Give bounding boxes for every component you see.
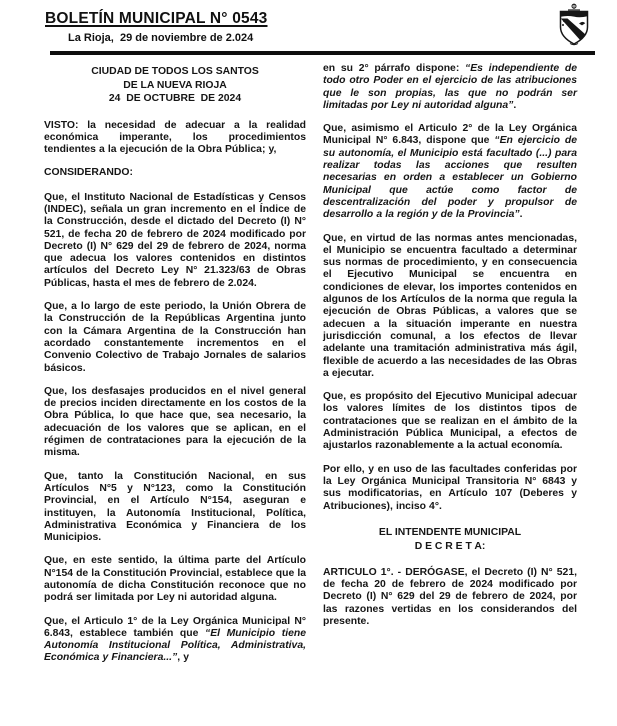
paragraph-ley-organica-art2: [323, 123, 577, 221]
dateline-line-date: 24 DE OCTUBRE DE 2024: [108, 93, 242, 104]
decree-heading: [323, 526, 577, 554]
quoted-text: “El Municipio tiene Autonomía Institucional Política, Administrativa, Económica y Financiera...”: [44, 627, 307, 664]
left-column: [44, 63, 306, 676]
paragraph-indec: Que, el Instituto Nacional de Estadísticas y Censos (INDEC), señala un gran incremento en el Índice de la Construcción, desde el dictado del Decreto (I) N° 521, de fecha 20 de febrero de 2024 modificado por Decreto (I) N° 629 del 29 de febrero de 2024, norma que adecua los valores contenidos en distintos artículos del Decreto Ley N° 21.323/63 de Obras Públicas, hasta el mes de febrero de 2.024.: [44, 191, 306, 289]
paragraph-proposito-ejecutivo: Que, es propósito del Ejecutivo Municipal adecuar los valores límites de los distintos tipos de contrataciones que se realizan en el ámbito de la Administración Pública Municipal, a efectos de ajustarlos razonablemente a la actual economía.: [323, 391, 577, 452]
dateline-heading: [44, 65, 306, 106]
paragraph-text: Que, asimismo el Articulo 2° de la Ley Orgánica Municipal N° 6.843, dispone que: [323, 123, 577, 147]
paragraph-text: .: [513, 99, 517, 111]
paragraph-virtud-normas: Que, en virtud de las normas antes mencionadas, el Municipio se encuentra facultado a determinar sus normas de procedimiento, y en consecuencia el Ejecutivo Municipal se encuentra en condiciones de elevar, los importes contenidos en algunos de los Artículos de la norma que regula la ejecución de Obras Públicas, a valores que se adecuen a la situación imperante en nuestra jurisdicción comunal, a los efectos de llevar adelante una tramitación administrativa más ágil, flexible de acuerdo a las necesidades de las Obras a ejecutar.: [323, 232, 577, 379]
coat-of-arms-icon: [554, 3, 594, 47]
paragraph-text: en su 2° párrafo dispone:: [323, 63, 466, 74]
decree-heading-line2: D E C R E T A:: [414, 540, 486, 552]
document-body: [44, 63, 577, 676]
paragraph-uocra: Que, a lo largo de este periodo, la Unión Obrera de la Construcción de la Repúblicas Argentina junto con la Cámara Argentina de la Construcción han acordado constantemente incrementos en el Convenio Colectivo de Trabajo Jornales de salarios básicos.: [44, 301, 306, 374]
paragraph-text: .: [519, 209, 523, 221]
paragraph-text: Que, el Articulo 1° de la Ley Orgánica Municipal N° 6.843, establece también que: [44, 615, 306, 639]
paragraph-visto: VISTO: la necesidad de adecuar a la realidad económica imperante, los procedimientos tendientes a la ejecución de la Obra Pública; y,: [44, 119, 306, 156]
quoted-text: “En ejercicio de su autonomía, el Municipio está facultado (...) para realizar todas las acciones que resulten necesarias en orden a establecer un Gobierno Municipal que actúe como factor de descentralización del poder y propulsor de desarrollo a la región y de la Provincia”: [323, 135, 577, 221]
paragraph-ley-organica-art1: [44, 616, 306, 665]
bulletin-place-date: La Rioja, 29 de noviembre de 2.024: [68, 32, 254, 44]
decree-heading-line1: EL INTENDENTE MUNICIPAL: [378, 526, 522, 538]
paragraph-desfasajes: Que, los desfasajes producidos en el nivel general de precios inciden directamente en los costos de la Obra Pública, lo que hace que, sea necesario, la adecuación de los valores que se aplican, en el régimen de contrataciones para la ejecución de la misma.: [44, 385, 306, 459]
quoted-text: “Es independiente de todo otro Poder en el ejercicio de las atribuciones que le son propias, las que no podrán ser limitadas por Ley ni autoridad alguna”: [323, 63, 577, 111]
paragraph-por-ello: Por ello, y en uso de las facultades conferidas por la Ley Orgánica Municipal Transitoria N° 6843 y sus modificatorias, en Artículo 107 (Deberes y Atribuciones), inciso 4°.: [323, 463, 577, 512]
paragraph-articulo-154: Que, en este sentido, la última parte del Artículo N°154 de la Constitución Provincial, establece que la autonomía de dicha Constitución reconoce que no podrá ser limitada por Ley ni autoridad alguna.: [44, 555, 306, 604]
paragraph-articulo-1: ARTICULO 1°. - DERÓGASE, el Decreto (I) N° 521, de fecha 20 de febrero de 2024 modificado por Decreto (I) N° 629 del 29 de febrero de 2024, por las razones vertidas en los considerandos del presente.: [323, 566, 577, 627]
paragraph-parrafo-2: [323, 63, 577, 112]
dateline-line-city: CIUDAD DE TODOS LOS SANTOS: [91, 66, 259, 77]
paragraph-text: , y: [177, 652, 189, 664]
dateline-line-city2: DE LA NUEVA RIOJA: [123, 79, 227, 91]
right-column: [323, 63, 577, 676]
paragraph-constitucion-nacional: Que, tanto la Constitución Nacional, en sus Artículos N°5 y N°123, como la Constitución Provincial, en el Artículo N°154, aseguran e instituyen, la Autonomía Institucional, Política, Administrativa Económica y Financiera de los Municipios.: [44, 470, 306, 544]
considerando-label: CONSIDERANDO:: [44, 167, 133, 179]
bulletin-title: BOLETÍN MUNICIPAL N° 0543: [45, 10, 268, 27]
header-divider: [50, 51, 595, 55]
